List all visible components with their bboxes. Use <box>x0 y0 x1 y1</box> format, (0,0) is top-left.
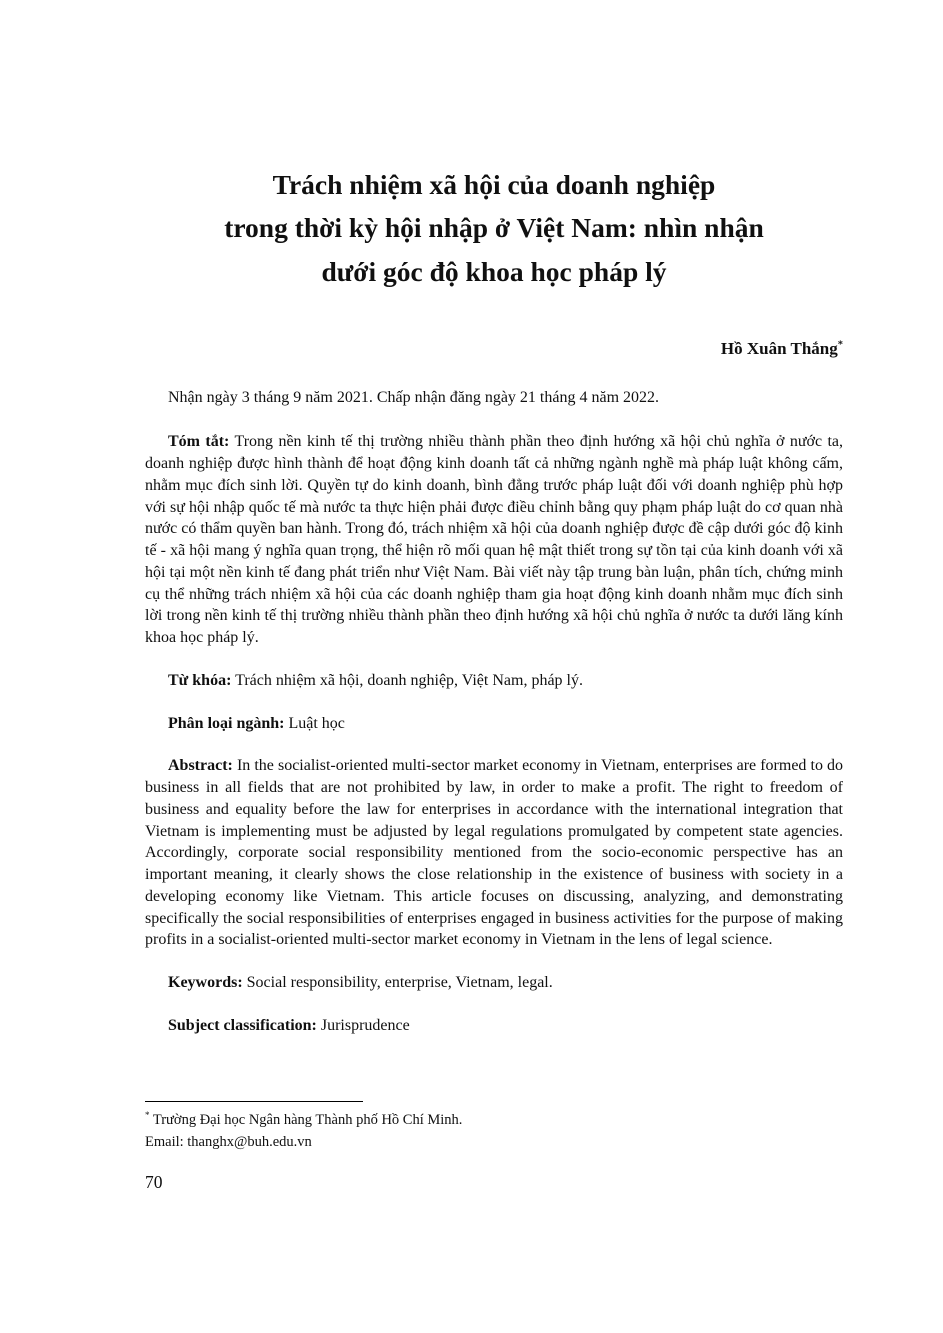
abstract-en-text: In the socialist-oriented multi-sector market economy in Vietnam, enterprises are formed to do business in all fields that are not prohibited by law, in order to make a profit. The right to freedom of business and equality before the law for enterprises in accordance with the international integration that Vietnam is implementing must be adjusted by legal regulations promulgated by competent state agencies. Accordingly, corporate social responsibility mentioned from the socio-economic perspective has an important meaning, it clearly shows the close relationship in the existence of business with society in a developing economy like Vietnam. This article focuses on discussing, analyzing, and demonstrating specifically the social responsibilities of enterprises engaged in business activities for the purpose of making profits in a socialist-oriented multi-sector market economy in Vietnam in the lens of legal science. <box>145 757 844 949</box>
abstract-en-label: Abstract: <box>168 757 233 775</box>
page-number: 70 <box>145 1172 163 1192</box>
classification-en-line <box>145 1015 843 1037</box>
classification-vi-label: Phân loại ngành: <box>168 714 285 732</box>
keywords-vi-line <box>145 670 843 692</box>
footnote-divider <box>145 1101 363 1102</box>
abstract-vi-text: Trong nền kinh tế thị trường nhiều thành phần theo định hướng xã hội chủ nghĩa ở nước ta, doanh nghiệp được hình thành để hoạt động kinh doanh tất cả những ngành nghề mà pháp luật không cấm, nhằm mục đích sinh lời. Quyền tự do kinh doanh, bình đẳng trước pháp luật đối với doanh nghiệp phù hợp với sự hội nhập quốc tế mà nước ta thực hiện phải được điều chỉnh bằng quy phạm pháp luật do cơ quan nhà nước có thẩm quyền ban hành. Trong đó, trách nhiệm xã hội của doanh nghiệp được đề cập dưới góc độ kinh tế - xã hội mang ý nghĩa quan trọng, thể hiện rõ mối quan hệ mật thiết trong sự tồn tại của kinh doanh với xã hội tại một nền kinh tế đang phát triển như Việt Nam. Bài viết này tập trung bàn luận, phân tích, chứng minh cụ thể những trách nhiệm xã hội của các doanh nghiệp tham gia hoạt động kinh doanh nhằm mục đích sinh lời trong nền kinh tế thị trường nhiều thành phần theo định hướng xã hội chủ nghĩa ở nước ta dưới lăng kính khoa học pháp lý. <box>145 433 844 647</box>
footnote-mark: * <box>145 1110 150 1121</box>
title-line-3: dưới góc độ khoa học pháp lý <box>321 255 667 287</box>
abstract-en-paragraph <box>145 755 843 951</box>
title-line-1: Trách nhiệm xã hội của doanh nghiệp <box>272 169 716 200</box>
keywords-en-label: Keywords: <box>168 974 243 992</box>
abstract-vi-label: Tóm tắt: <box>168 433 230 451</box>
page-content <box>145 163 843 1058</box>
footnote-affiliation: Trường Đại học Ngân hàng Thành phố Hồ Chí Minh. <box>152 1112 463 1128</box>
keywords-vi-text: Trách nhiệm xã hội, doanh nghiệp, Việt Nam, pháp lý. <box>235 671 583 689</box>
classification-en-text: Jurisprudence <box>320 1016 410 1034</box>
footnote-block <box>145 1101 843 1154</box>
author-line <box>145 339 843 359</box>
footnote-email-line: Email: thanghx@buh.edu.vn <box>145 1133 312 1150</box>
keywords-vi-label: Từ khóa: <box>168 671 232 689</box>
footnote-affiliation-line <box>145 1110 843 1132</box>
classification-vi-text: Luật học <box>288 714 345 732</box>
classification-vi-line <box>145 713 843 735</box>
article-title <box>145 163 843 293</box>
keywords-en-text: Social responsibility, enterprise, Vietnam, legal. <box>246 974 553 992</box>
classification-en-label: Subject classification: <box>168 1016 317 1034</box>
title-line-2: trong thời kỳ hội nhập ở Việt Nam: nhìn nhận <box>224 212 764 244</box>
keywords-en-line <box>145 972 843 994</box>
author-name: Hồ Xuân Thắng <box>720 339 838 359</box>
received-accepted-dates: Nhận ngày 3 tháng 9 năm 2021. Chấp nhận đăng ngày 21 tháng 4 năm 2022. <box>168 389 660 407</box>
author-footnote-mark: * <box>837 339 843 351</box>
abstract-vi-paragraph <box>145 431 843 649</box>
